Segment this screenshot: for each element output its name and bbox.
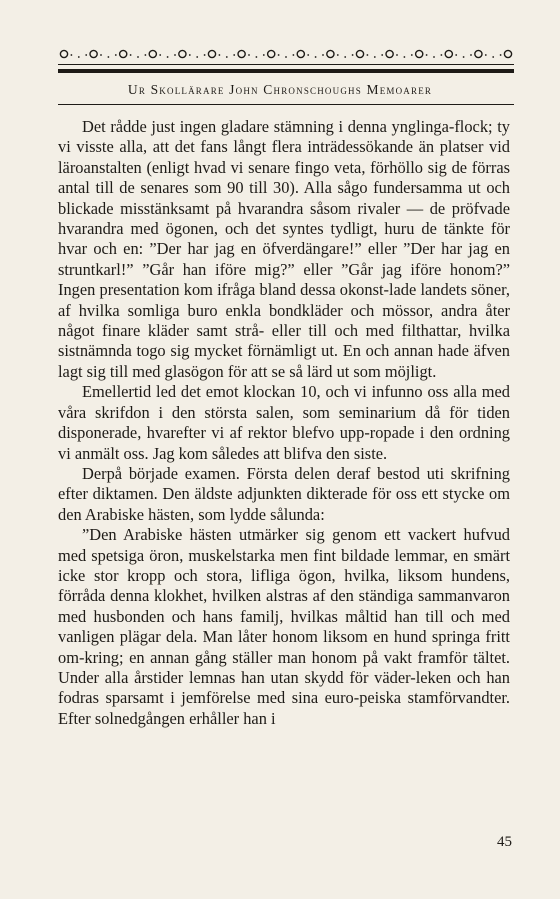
ornament-dot — [78, 56, 80, 58]
ornament-dot — [71, 54, 73, 56]
ornament-dot — [174, 54, 176, 56]
ornament-dot — [352, 54, 354, 56]
ornament-dot — [159, 54, 161, 56]
ornament-dot — [322, 54, 324, 56]
decorative-ornament-icon — [58, 44, 514, 76]
ornament-dot — [248, 54, 250, 56]
ornament-ring — [90, 50, 97, 57]
ornament-dot — [426, 54, 428, 56]
ornament-dot — [204, 54, 206, 56]
ornament-dot — [396, 54, 398, 56]
ornament-dot — [100, 54, 102, 56]
page-number: 45 — [497, 834, 512, 850]
ornament-dot — [115, 54, 117, 56]
ornament-dot — [381, 54, 383, 56]
ornament-dot — [189, 54, 191, 56]
ornament-ring — [475, 50, 482, 57]
ornament-dot — [219, 54, 221, 56]
ornament-ring — [386, 50, 393, 57]
ornament-dot — [411, 54, 413, 56]
ornament-dot — [233, 54, 235, 56]
ornament-dot — [108, 56, 110, 58]
ornament-ring — [445, 50, 452, 57]
ornament-ring — [149, 50, 156, 57]
paragraph: ”Den Arabiske hästen utmärker sig genom ett vackert hufvud med spetsiga öron, muskelstarka men fint bildade lemmar, en smärt icke stor kropp och stora, lifliga ögon, hvilka, liksom hundens, förråda denna klokhet, hvilken alstras af den ständiga sammanvaron med husbonden och hans familj, hvilkas måltid han till och med vanligen plägar dela. Man låter honom liksom en hund springa fritt om-kring; en annan gång ställer man honom på vakt framför tältet. Under alla årstider lemnas han utan skydd för väder-leken och han fodras sparsamt i jemförelse med sina euro-peiska stamförvandter. Efter solnedgången erhåller han i — [58, 525, 510, 728]
ornament-ring — [356, 50, 363, 57]
ornament-dot — [344, 56, 346, 58]
ornament-dot — [433, 56, 435, 58]
ornament-dot — [441, 54, 443, 56]
ornament-dot — [293, 54, 295, 56]
ornament-dot — [145, 54, 147, 56]
ornament-ring — [179, 50, 186, 57]
ornament-ring — [60, 50, 67, 57]
ornament-ring — [504, 50, 511, 57]
ornament-dot — [285, 56, 287, 58]
ornament-dot — [367, 54, 369, 56]
ornament-ring — [238, 50, 245, 57]
ornament-dot — [278, 54, 280, 56]
ornament-ring — [327, 50, 334, 57]
ornament-dot — [374, 56, 376, 58]
paragraph: Det rådde just ingen gladare stämning i denna ynglinga-flock; ty vi visste alla, att det fans långt flera inträdessökande än platser vid läroanstalten (enligt hvad vi senare fingo veta, förhöllo sig de förras antal till de senares som 90 till 30). Alla sågo fundersamma ut och blickade misstänksamt på hvarandra såsom rivaler — de pröfvade hvarandra med ögonen, och det syntes tydligt, huru de tänkte för hvar och en: ”Der har jag en öfverdängare!” eller ”Der har jag en struntkarl!” ”Går han iföre mig?” eller ”Går jag iföre honom?” Ingen presentation kom ifråga bland dessa okonst-lade landets söner, af hvilka somliga buro enkla bondkläder och mössor, andra åter något finare kläder samt strå- eller till och med filthattar, hvilka sistnämnda togo sig mycket förnämligt ut. En och annan hade äfven lagt sig till med glasögon för att se så lärd ut som möjligt. — [58, 117, 510, 381]
ornament-ring — [268, 50, 275, 57]
ornament-ring — [297, 50, 304, 57]
ornament-dot — [167, 56, 169, 58]
header-divider — [58, 104, 514, 105]
ornament-dot — [337, 54, 339, 56]
ornament-dot — [463, 56, 465, 58]
ornament-dot — [130, 54, 132, 56]
running-header: Ur Skollärare John Chronschoughs Memoarer — [127, 82, 433, 97]
ornament-dot — [485, 54, 487, 56]
body-text — [58, 117, 510, 729]
ornament-dot — [226, 56, 228, 58]
ornament-ring — [208, 50, 215, 57]
ornament-ring — [120, 50, 127, 57]
ornament-ring — [416, 50, 423, 57]
ornament-dot — [307, 54, 309, 56]
ornament-dot — [196, 56, 198, 58]
paragraph: Emellertid led det emot klockan 10, och vi infunno oss alla med våra skrifdon i den största salen, som seminarium då för tiden disponerade, hvarefter vi af rektor blefvo upp-ropade i den ordning vi anmält oss. Jag kom således att blifva den siste. — [58, 382, 510, 463]
ornament-dot — [492, 56, 494, 58]
ornament-dot — [455, 54, 457, 56]
ornament-dot — [315, 56, 317, 58]
ornament-dot — [263, 54, 265, 56]
ornament-dot — [85, 54, 87, 56]
paragraph: Derpå började examen. Första delen deraf bestod uti skrifning efter diktamen. Den äldste adjunkten dikterade för oss ett stycke om den Arabiske hästen, som lydde sålunda: — [58, 463, 510, 524]
ornament-dot — [256, 56, 258, 58]
ornament-dot — [500, 54, 502, 56]
ornament-dot — [137, 56, 139, 58]
ornament-dot — [470, 54, 472, 56]
ornament-dot — [404, 56, 406, 58]
